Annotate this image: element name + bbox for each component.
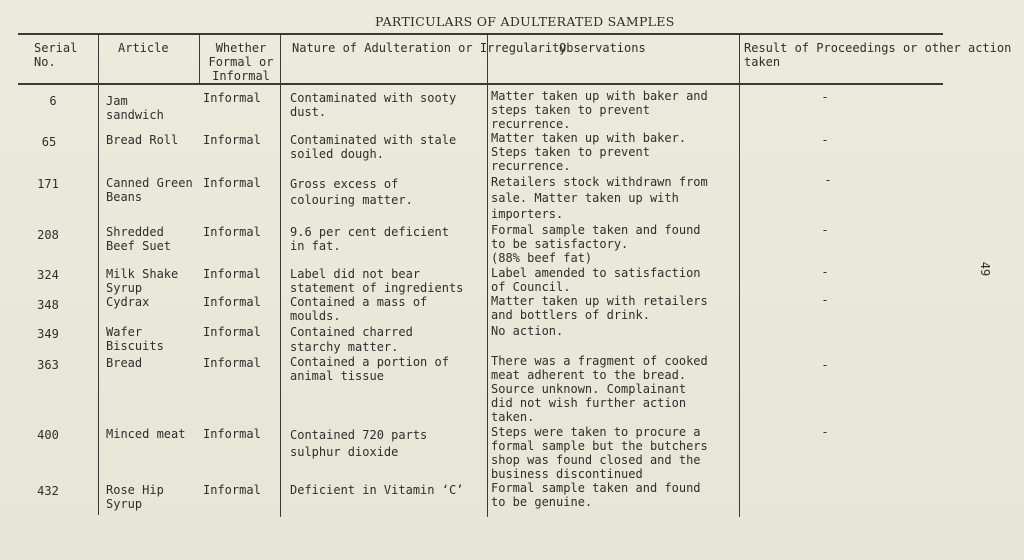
article-cell: Rose Hip Syrup xyxy=(106,483,164,511)
result-cell: - xyxy=(821,358,829,372)
nature-cell: Contaminated with sooty dust. xyxy=(290,91,457,119)
formal-cell: Informal xyxy=(203,295,261,309)
observations-cell: Matter taken up with baker. Steps taken to prevent recurrence. xyxy=(491,131,687,173)
serial-cell: 348 xyxy=(37,298,59,312)
nature-cell: 9.6 per cent deficient in fat. xyxy=(290,225,449,253)
column-divider xyxy=(739,35,740,83)
table-top-rule xyxy=(18,33,943,35)
nature-cell: Gross excess of colouring matter. xyxy=(290,177,413,207)
page-number: 49 xyxy=(978,261,993,277)
result-cell: - xyxy=(824,173,832,187)
observations-cell: Matter taken up with baker and steps taken to prevent recurrence. xyxy=(491,89,708,131)
observations-cell: Label amended to satisfaction of Council. xyxy=(491,266,701,294)
serial-cell: 363 xyxy=(37,358,59,372)
serial-cell: 324 xyxy=(37,268,59,282)
article-cell: Bread Roll xyxy=(106,133,179,147)
nature-cell: Deficient in Vitamin ‘C’ xyxy=(290,483,464,497)
column-divider xyxy=(280,35,281,83)
observations-cell: Retailers stock withdrawn from sale. Matter taken up with importers. xyxy=(491,175,708,221)
column-divider xyxy=(739,85,740,517)
page-title: PARTICULARS OF ADULTERATED SAMPLES xyxy=(375,14,675,29)
observations-cell: Formal sample taken and found to be genuine. xyxy=(491,481,701,509)
formal-cell: Informal xyxy=(203,91,261,105)
nature-cell: Label did not bear statement of ingredients xyxy=(290,267,464,295)
result-cell: - xyxy=(821,90,829,104)
serial-cell: 171 xyxy=(37,177,59,191)
formal-cell: Informal xyxy=(203,356,261,370)
formal-cell: Informal xyxy=(203,427,261,441)
serial-cell: 208 xyxy=(37,228,59,242)
column-divider xyxy=(487,85,488,517)
header-observations: Observations xyxy=(559,41,646,55)
nature-cell: Contained a mass of moulds. xyxy=(290,295,428,323)
observations-cell: Formal sample taken and found to be satisfactory. (88% beef fat) xyxy=(491,223,701,265)
observations-cell: No action. xyxy=(491,324,564,338)
article-cell: Milk Shake Syrup xyxy=(106,267,179,295)
serial-cell: 65 xyxy=(41,135,57,149)
article-cell: Shredded Beef Suet xyxy=(106,225,172,253)
header-bottom-rule xyxy=(18,83,943,85)
article-cell: Cydrax xyxy=(106,295,150,309)
formal-cell: Informal xyxy=(203,483,261,497)
result-cell: - xyxy=(821,425,829,439)
result-cell: - xyxy=(821,265,829,279)
column-divider xyxy=(98,85,99,515)
header-article: Article xyxy=(118,41,169,55)
nature-cell: Contained charred starchy matter. xyxy=(290,325,413,354)
article-cell: Canned Green Beans xyxy=(106,176,193,204)
header-serial: Serial No. xyxy=(34,41,78,69)
formal-cell: Informal xyxy=(203,176,261,190)
formal-cell: Informal xyxy=(203,325,261,339)
article-cell: Bread xyxy=(106,356,143,370)
nature-cell: Contaminated with stale soiled dough. xyxy=(290,133,457,161)
column-divider xyxy=(280,85,281,517)
formal-cell: Informal xyxy=(203,267,261,281)
column-divider xyxy=(98,35,99,83)
article-cell: Minced meat xyxy=(106,427,186,441)
article-cell: Jam sandwich xyxy=(106,94,164,122)
result-cell: - xyxy=(821,133,829,147)
column-divider xyxy=(199,35,200,83)
result-cell: - xyxy=(821,293,829,307)
header-formal: Whether Formal or Informal xyxy=(208,41,274,83)
formal-cell: Informal xyxy=(203,133,261,147)
serial-cell: 6 xyxy=(49,94,57,108)
serial-cell: 432 xyxy=(37,484,59,498)
nature-cell: Contained 720 parts sulphur dioxide xyxy=(290,428,428,459)
observations-cell: Steps were taken to procure a formal sample but the butchers shop was found closed and the business discontinued xyxy=(491,425,708,481)
serial-cell: 400 xyxy=(37,428,59,442)
observations-cell: There was a fragment of cooked meat adherent to the bread. Source unknown. Complainant did not wish further action taken. xyxy=(491,354,708,424)
result-cell: - xyxy=(821,223,829,237)
article-cell: Wafer Biscuits xyxy=(106,325,164,353)
serial-cell: 349 xyxy=(37,327,59,341)
observations-cell: Matter taken up with retailers and bottlers of drink. xyxy=(491,294,708,322)
nature-cell: Contained a portion of animal tissue xyxy=(290,355,449,383)
header-nature: Nature of Adulteration or Irregularity xyxy=(292,41,567,55)
formal-cell: Informal xyxy=(203,225,261,239)
header-result: Result of Proceedings or other action taken xyxy=(744,41,1012,69)
